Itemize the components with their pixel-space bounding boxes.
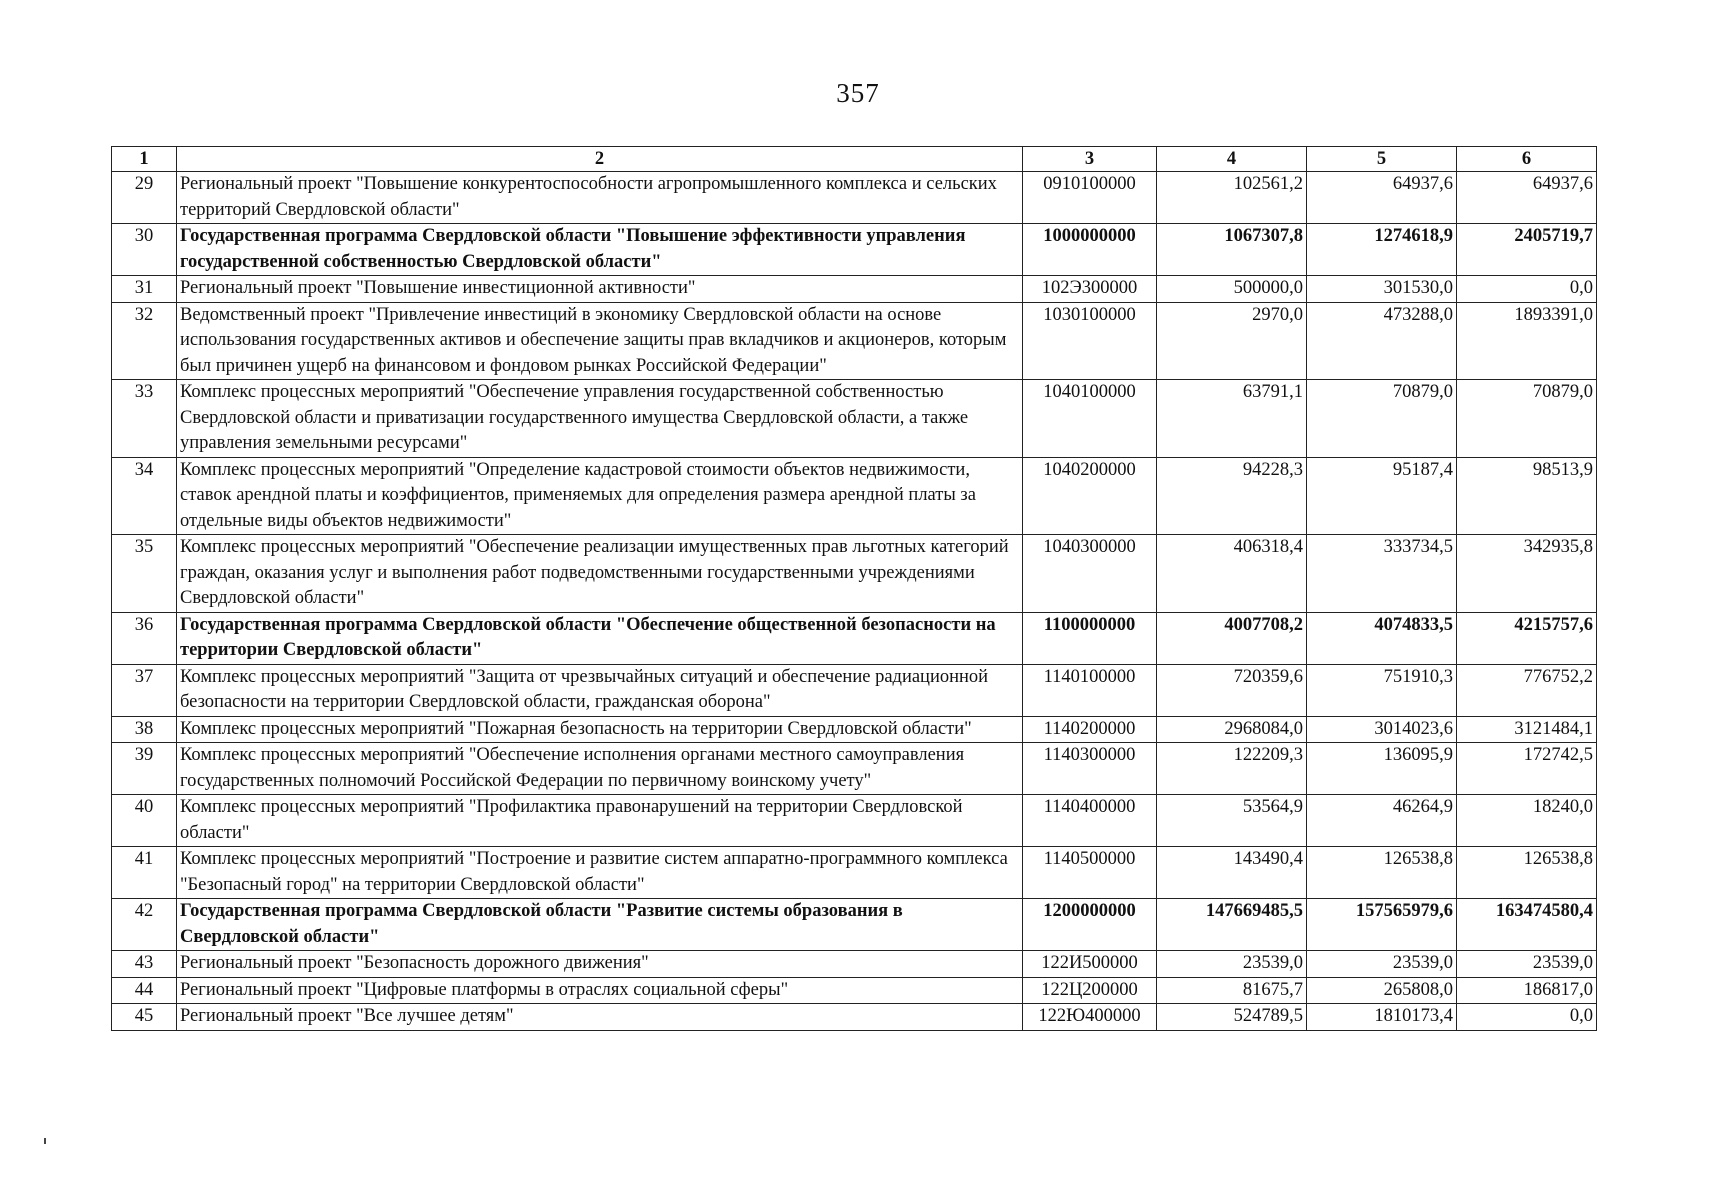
row-value-6: 0,0 [1457, 276, 1597, 303]
table-row [112, 172, 1597, 224]
row-value-4: 81675,7 [1157, 977, 1307, 1004]
table-row [112, 612, 1597, 664]
row-number: 38 [112, 716, 177, 743]
row-number: 36 [112, 612, 177, 664]
header-col-1: 1 [112, 147, 177, 172]
row-name: Комплекс процессных мероприятий "Профилактика правонарушений на территории Свердловской области" [177, 795, 1023, 847]
table-row [112, 457, 1597, 535]
row-number: 43 [112, 951, 177, 978]
row-value-6: 23539,0 [1457, 951, 1597, 978]
row-value-6: 186817,0 [1457, 977, 1597, 1004]
row-code: 1040200000 [1023, 457, 1157, 535]
header-col-2: 2 [177, 147, 1023, 172]
table-row [112, 664, 1597, 716]
row-name: Комплекс процессных мероприятий "Обеспечение реализации имущественных прав льготных категорий граждан, оказания услуг и выполнения работ подведомственными государственными учреждениями Свердловской области" [177, 535, 1023, 613]
row-value-4: 122209,3 [1157, 743, 1307, 795]
row-value-5: 751910,3 [1307, 664, 1457, 716]
row-number: 30 [112, 224, 177, 276]
row-value-5: 95187,4 [1307, 457, 1457, 535]
row-name: Государственная программа Свердловской области "Повышение эффективности управления государственной собственностью Свердловской области" [177, 224, 1023, 276]
row-code: 1000000000 [1023, 224, 1157, 276]
table-row [112, 535, 1597, 613]
row-value-6: 64937,6 [1457, 172, 1597, 224]
row-number: 45 [112, 1004, 177, 1031]
row-value-4: 720359,6 [1157, 664, 1307, 716]
row-number: 32 [112, 302, 177, 380]
row-value-4: 147669485,5 [1157, 899, 1307, 951]
row-value-5: 126538,8 [1307, 847, 1457, 899]
row-name: Региональный проект "Повышение конкурентоспособности агропромышленного комплекса и сельских территорий Свердловской области" [177, 172, 1023, 224]
row-value-5: 46264,9 [1307, 795, 1457, 847]
row-code: 122И500000 [1023, 951, 1157, 978]
header-col-6: 6 [1457, 147, 1597, 172]
table-body [112, 172, 1597, 1031]
row-name: Региональный проект "Все лучшее детям" [177, 1004, 1023, 1031]
row-name: Комплекс процессных мероприятий "Обеспечение управления государственной собственностью Свердловской области и приватизации государственного имущества Свердловской области, а также управления земельными ресурсами" [177, 380, 1023, 458]
row-code: 122Ц200000 [1023, 977, 1157, 1004]
row-value-6: 18240,0 [1457, 795, 1597, 847]
row-value-5: 4074833,5 [1307, 612, 1457, 664]
row-code: 1100000000 [1023, 612, 1157, 664]
row-code: 0910100000 [1023, 172, 1157, 224]
table-row [112, 224, 1597, 276]
row-value-5: 157565979,6 [1307, 899, 1457, 951]
margin-mark [44, 1138, 46, 1144]
row-value-6: 1893391,0 [1457, 302, 1597, 380]
row-name: Региональный проект "Повышение инвестиционной активности" [177, 276, 1023, 303]
row-value-4: 524789,5 [1157, 1004, 1307, 1031]
header-col-4: 4 [1157, 147, 1307, 172]
row-value-5: 1274618,9 [1307, 224, 1457, 276]
row-name: Государственная программа Свердловской области "Обеспечение общественной безопасности на территории Свердловской области" [177, 612, 1023, 664]
row-name: Комплекс процессных мероприятий "Определение кадастровой стоимости объектов недвижимости, ставок арендной платы и коэффициентов, применяемых для определения размера арендной платы за отдельные виды объектов недвижимости" [177, 457, 1023, 535]
table-row [112, 951, 1597, 978]
row-number: 31 [112, 276, 177, 303]
row-number: 39 [112, 743, 177, 795]
table-row [112, 716, 1597, 743]
row-value-4: 4007708,2 [1157, 612, 1307, 664]
row-value-5: 70879,0 [1307, 380, 1457, 458]
row-value-5: 136095,9 [1307, 743, 1457, 795]
row-number: 42 [112, 899, 177, 951]
row-number: 40 [112, 795, 177, 847]
row-value-6: 70879,0 [1457, 380, 1597, 458]
row-value-4: 53564,9 [1157, 795, 1307, 847]
row-value-4: 1067307,8 [1157, 224, 1307, 276]
row-value-5: 265808,0 [1307, 977, 1457, 1004]
row-value-5: 473288,0 [1307, 302, 1457, 380]
row-name: Государственная программа Свердловской области "Развитие системы образования в Свердловской области" [177, 899, 1023, 951]
row-value-4: 500000,0 [1157, 276, 1307, 303]
row-value-4: 2970,0 [1157, 302, 1307, 380]
row-number: 33 [112, 380, 177, 458]
table-row [112, 847, 1597, 899]
row-code: 1200000000 [1023, 899, 1157, 951]
row-number: 29 [112, 172, 177, 224]
row-value-6: 0,0 [1457, 1004, 1597, 1031]
header-row [112, 147, 1597, 172]
row-value-6: 98513,9 [1457, 457, 1597, 535]
row-value-5: 3014023,6 [1307, 716, 1457, 743]
table-row [112, 743, 1597, 795]
table-row [112, 302, 1597, 380]
row-value-6: 3121484,1 [1457, 716, 1597, 743]
row-name: Комплекс процессных мероприятий "Защита от чрезвычайных ситуаций и обеспечение радиационной безопасности на территории Свердловской области, гражданская оборона" [177, 664, 1023, 716]
row-name: Комплекс процессных мероприятий "Пожарная безопасность на территории Свердловской области" [177, 716, 1023, 743]
row-name: Региональный проект "Цифровые платформы в отраслях социальной сферы" [177, 977, 1023, 1004]
row-value-6: 2405719,7 [1457, 224, 1597, 276]
row-value-6: 342935,8 [1457, 535, 1597, 613]
row-value-5: 23539,0 [1307, 951, 1457, 978]
row-value-4: 143490,4 [1157, 847, 1307, 899]
table-row [112, 1004, 1597, 1031]
row-value-4: 63791,1 [1157, 380, 1307, 458]
row-number: 35 [112, 535, 177, 613]
header-col-3: 3 [1023, 147, 1157, 172]
row-value-6: 4215757,6 [1457, 612, 1597, 664]
row-number: 34 [112, 457, 177, 535]
budget-table [111, 146, 1597, 1031]
row-code: 1140200000 [1023, 716, 1157, 743]
table-row [112, 977, 1597, 1004]
row-number: 41 [112, 847, 177, 899]
row-code: 1140100000 [1023, 664, 1157, 716]
row-number: 37 [112, 664, 177, 716]
row-value-4: 406318,4 [1157, 535, 1307, 613]
row-name: Комплекс процессных мероприятий "Построение и развитие систем аппаратно-программного комплекса "Безопасный город" на территории Свердловской области" [177, 847, 1023, 899]
row-code: 102Э300000 [1023, 276, 1157, 303]
row-value-5: 333734,5 [1307, 535, 1457, 613]
row-code: 1040300000 [1023, 535, 1157, 613]
table-row [112, 795, 1597, 847]
row-value-5: 1810173,4 [1307, 1004, 1457, 1031]
row-code: 122Ю400000 [1023, 1004, 1157, 1031]
row-code: 1140400000 [1023, 795, 1157, 847]
row-value-6: 776752,2 [1457, 664, 1597, 716]
row-code: 1140500000 [1023, 847, 1157, 899]
row-value-6: 163474580,4 [1457, 899, 1597, 951]
row-value-4: 94228,3 [1157, 457, 1307, 535]
row-code: 1140300000 [1023, 743, 1157, 795]
row-value-6: 126538,8 [1457, 847, 1597, 899]
row-number: 44 [112, 977, 177, 1004]
row-code: 1030100000 [1023, 302, 1157, 380]
row-code: 1040100000 [1023, 380, 1157, 458]
row-value-5: 301530,0 [1307, 276, 1457, 303]
table-row [112, 276, 1597, 303]
table-row [112, 380, 1597, 458]
row-value-4: 2968084,0 [1157, 716, 1307, 743]
row-name: Ведомственный проект "Привлечение инвестиций в экономику Свердловской области на основе использования государственных активов и обеспечение защиты прав вкладчиков и акционеров, которым был причинен ущерб на финансовом и фондовом рынках Российской Федерации" [177, 302, 1023, 380]
row-value-4: 23539,0 [1157, 951, 1307, 978]
row-value-4: 102561,2 [1157, 172, 1307, 224]
table-row [112, 899, 1597, 951]
row-name: Комплекс процессных мероприятий "Обеспечение исполнения органами местного самоуправления государственных полномочий Российской Федерации по первичному воинскому учету" [177, 743, 1023, 795]
row-name: Региональный проект "Безопасность дорожного движения" [177, 951, 1023, 978]
header-col-5: 5 [1307, 147, 1457, 172]
row-value-5: 64937,6 [1307, 172, 1457, 224]
row-value-6: 172742,5 [1457, 743, 1597, 795]
page-number: 357 [836, 78, 880, 108]
